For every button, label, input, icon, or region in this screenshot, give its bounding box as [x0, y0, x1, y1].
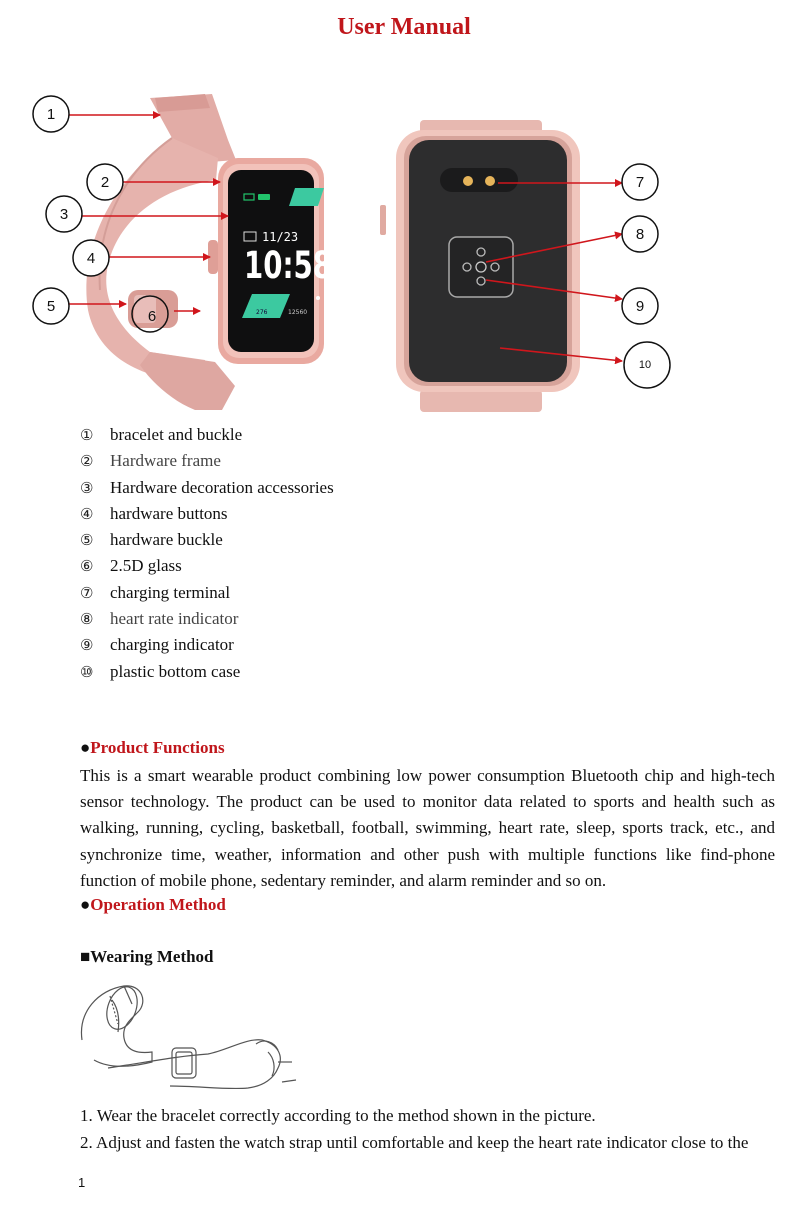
product-functions-body: This is a smart wearable product combining low power consumption Bluetooth chip and high-tech sensor technology. The product can be used to monitor data related to sports and health such as walking, running, cycling, basketball, football, swimming, heart rate, sleep, sports track, etc., and synchronize time, weather, information and other push with multiple functions like find-phone function of mobile phone, sedentary reminder, and alarm reminder and so on.	[80, 766, 775, 890]
callout-1: 1	[46, 106, 56, 123]
legend-number: ④	[80, 504, 94, 523]
legend-item	[80, 527, 500, 553]
wearing-step-1: 1. Wear the bracelet correctly according to the method shown in the picture.	[80, 1106, 596, 1125]
callout-2: 2	[100, 174, 110, 191]
bullet: ●	[80, 738, 91, 757]
callout-6: 6	[147, 308, 157, 325]
operation-method-heading	[80, 895, 226, 915]
callout-9: 9	[635, 298, 645, 315]
wearing-step-2: 2. Adjust and fasten the watch strap until comfortable and keep the heart rate indicator close to the	[80, 1133, 749, 1152]
legend-number: ⑨	[80, 636, 94, 655]
legend-label: hardware buckle	[110, 530, 223, 550]
watch-diagram	[0, 80, 808, 415]
legend-number: ⑩	[80, 662, 94, 681]
legend-item	[80, 448, 500, 474]
parts-legend	[80, 422, 500, 685]
callout-5: 5	[46, 298, 56, 315]
callout-7: 7	[635, 174, 645, 191]
callout-10: 10	[638, 359, 652, 371]
legend-label: Hardware decoration accessories	[110, 477, 334, 497]
callout-3: 3	[59, 206, 69, 223]
legend-label: 2.5D glass	[110, 556, 182, 576]
legend-label: heart rate indicator	[110, 609, 239, 629]
legend-item	[80, 422, 500, 448]
page-number: 1	[78, 1175, 86, 1190]
watch-back-image	[380, 120, 580, 412]
wearing-method-heading: ■Wearing Method	[80, 947, 214, 966]
watch-stat-left: 276	[256, 309, 268, 316]
legend-number: ⑧	[80, 610, 94, 629]
legend-number: ②	[80, 452, 94, 471]
legend-number: ①	[80, 426, 94, 444]
legend-item	[80, 475, 500, 501]
wearing-illustration	[78, 982, 300, 1094]
watch-front-image	[86, 94, 332, 410]
legend-item	[80, 606, 500, 632]
legend-label: charging terminal	[110, 582, 231, 602]
legend-item	[80, 659, 500, 685]
bullet: ●	[80, 895, 91, 914]
watch-stat-right: 12560	[288, 309, 308, 316]
legend-label: hardware buttons	[110, 503, 228, 523]
legend-item	[80, 553, 500, 579]
watch-time-text: 10:58	[244, 244, 332, 287]
page-title: User Manual	[337, 14, 471, 40]
section-title: Operation Method	[90, 895, 226, 914]
legend-label: charging indicator	[110, 635, 234, 655]
legend-item	[80, 632, 500, 658]
callout-8: 8	[635, 226, 645, 243]
legend-number: ⑦	[80, 583, 94, 602]
legend-label: bracelet and buckle	[110, 425, 243, 444]
legend-number: ⑤	[80, 531, 94, 550]
legend-number: ⑥	[80, 557, 94, 576]
legend-number: ③	[80, 478, 94, 497]
watch-date-text: 11/23	[262, 230, 299, 244]
legend-label: Hardware frame	[110, 451, 221, 471]
callout-4: 4	[86, 250, 96, 267]
legend-label: plastic bottom case	[110, 661, 241, 681]
section-title: Product Functions	[90, 738, 225, 757]
product-functions-heading	[80, 738, 225, 758]
legend-item	[80, 501, 500, 527]
legend-item	[80, 580, 500, 606]
